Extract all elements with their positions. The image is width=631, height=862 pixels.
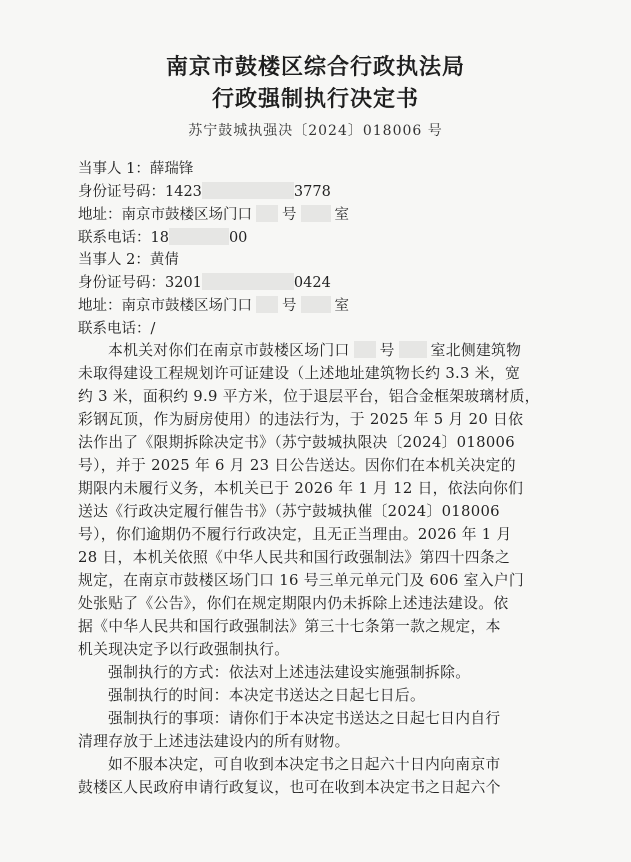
- body-line-14: 机关现决定予以行政强制执行。: [78, 641, 290, 658]
- redaction-mask: [399, 341, 427, 358]
- appeal-notice: 如不服本决定，可自收到本决定书之日起六十日内向南京市: [108, 756, 501, 773]
- redaction-mask: [202, 273, 294, 290]
- enforcement-matters: 强制执行的事项：请你们于本决定书送达之日起七日内自行: [108, 710, 501, 727]
- body-line-1: 本机关对你们在南京市鼓楼区场门口 号 室北侧建筑物: [108, 342, 522, 359]
- body-line-18: 清理存放于上述违法建设内的所有财物。: [78, 733, 350, 750]
- redaction-mask: [202, 182, 294, 199]
- redaction-mask: [256, 296, 278, 313]
- party1-name: 当事人 1：薛瑞锋: [78, 161, 194, 177]
- enforcement-time: 强制执行的时间：本决定书送达之日起七日后。: [108, 687, 426, 704]
- body-line-9: 号），你们逾期仍不履行行政决定，且无正当理由。2026 年 1 月: [78, 526, 512, 543]
- body-line-4: 彩钢瓦顶，作为厨房使用）的违法行为，于 2025 年 5 月 20 日依: [78, 411, 524, 428]
- redaction-mask: [256, 205, 278, 222]
- body-line-5: 法作出了《限期拆除决定书》（苏宁鼓城执限决〔2024〕018006: [78, 434, 515, 451]
- body-line-3: 约 3 米，面积约 9.9 平方米，位于退层平台，铝合金框架玻璃材质，: [78, 388, 540, 405]
- redaction-mask: [169, 228, 229, 245]
- party2-phone: 联系电话：/: [78, 321, 156, 337]
- document-title: 行政强制执行决定书: [211, 86, 419, 112]
- body-line-13: 据《中华人民共和国行政强制法》第三十七条第一款之规定，本: [78, 618, 501, 635]
- party1-phone: 联系电话：18 00: [78, 230, 248, 246]
- redaction-mask: [301, 296, 331, 313]
- party2-id: 身份证号码：3201 0424: [78, 275, 331, 291]
- body-line-8: 送达《行政决定履行催告书》（苏宁鼓城执催〔2024〕018006: [78, 503, 500, 520]
- party1-id: 身份证号码：1423 3778: [78, 184, 331, 200]
- party1-address: 地址：南京市鼓楼区场门口 号 室: [78, 207, 349, 223]
- body-line-11: 规定，在南京市鼓楼区场门口 16 号三单元单元门及 606 室入户门: [78, 572, 525, 589]
- body-line-12: 处张贴了《公告》，你们在规定期限内仍未拆除上述违法建设。依: [78, 595, 509, 612]
- body-line-10: 28 日，本机关依照《中华人民共和国行政强制法》第四十四条之: [78, 549, 511, 566]
- issuing-authority: 南京市鼓楼区综合行政执法局: [165, 54, 465, 80]
- enforcement-method: 强制执行的方式：依法对上述违法建设实施强制拆除。: [108, 664, 471, 681]
- body-line-6: 号），并于 2025 年 6 月 23 日公告送达。因你们在本机关决定的: [78, 457, 516, 474]
- redaction-mask: [354, 341, 376, 358]
- party2-name: 当事人 2：黄倩: [78, 252, 179, 268]
- body-line-7: 期限内未履行义务，本机关已于 2026 年 1 月 12 日，依法向你们: [78, 480, 524, 497]
- body-line-20: 鼓楼区人民政府申请行政复议，也可在收到本决定书之日起六个: [78, 779, 501, 796]
- document-number: 苏宁鼓城执强决〔2024〕018006 号: [188, 123, 443, 139]
- redaction-mask: [301, 205, 331, 222]
- party2-address: 地址：南京市鼓楼区场门口 号 室: [78, 298, 349, 314]
- body-line-2: 未取得建设工程规划许可证建设（上述地址建筑物长约 3.3 米，宽: [78, 365, 521, 382]
